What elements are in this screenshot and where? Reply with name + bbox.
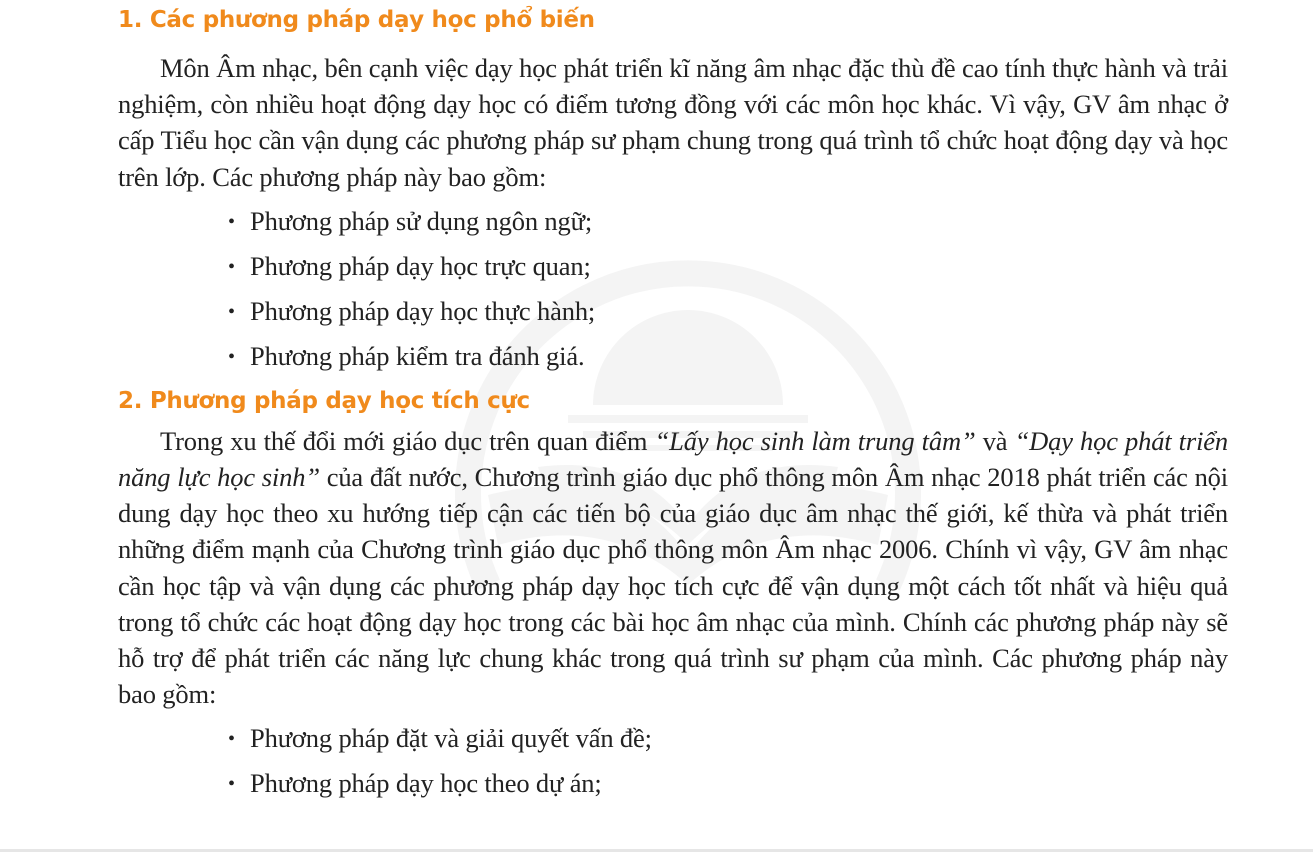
bullet-icon: •: [228, 210, 235, 233]
list-item-text: Phương pháp sử dụng ngôn ngữ;: [250, 205, 593, 236]
quote-learner-centered: “Lấy học sinh làm trung tâm”: [654, 425, 976, 456]
list-item: [228, 244, 1228, 289]
list-item: [228, 761, 1228, 806]
paragraph-text: của đất nước, Chương trình giáo dục phổ thông môn Âm nhạc 2018 phát triển các nội dung dạy học theo xu hướng tiếp cận các tiến bộ của giáo dục âm nhạc thế giới, kế thừa và phát triển những điểm mạnh của Chương trình giáo dục phổ thông môn Âm nhạc 2006. Chính vì vậy, GV âm nhạc cần học tập và vận dụng các phương pháp dạy học tích cực để vận dụng một cách tốt nhất và hiệu quả trong tổ chức các hoạt động dạy học trong các bài học âm nhạc của mình. Chính các phương pháp này sẽ hỗ trợ để phát triển các năng lực chung khác trong quá trình sư phạm của mình. Các phương pháp này bao gồm:: [118, 462, 1228, 710]
list-item-text: Phương pháp kiểm tra đánh giá.: [250, 340, 585, 371]
section-1-paragraph: Môn Âm nhạc, bên cạnh việc dạy học phát triển kĩ năng âm nhạc đặc thù đề cao tính thực hành và trải nghiệm, còn nhiều hoạt động dạy học có điểm tương đồng với các môn học khác. Vì vậy, GV âm nhạc ở cấp Tiểu học cần vận dụng các phương pháp sư phạm chung trong quá trình tổ chức hoạt động dạy và học trên lớp. Các phương pháp này bao gồm:: [118, 53, 1228, 192]
list-item: [228, 199, 1228, 244]
quote-competency-based: “Dạy học phát triển năng lực học sinh”: [118, 425, 1228, 493]
list-item-text: Phương pháp dạy học thực hành;: [250, 295, 596, 326]
bullet-icon: •: [228, 345, 235, 368]
document-content: [118, 4, 1228, 806]
bullet-icon: •: [228, 773, 235, 796]
paragraph-text: và: [975, 425, 1015, 456]
list-item: [228, 334, 1228, 379]
section-1-list: [118, 199, 1228, 379]
section-2-heading: 2. Phương pháp dạy học tích cực: [118, 387, 530, 414]
list-item: [228, 716, 1228, 761]
paragraph-text: Trong xu thế đổi mới giáo dục trên quan điểm: [160, 425, 655, 456]
bullet-icon: •: [228, 255, 235, 278]
list-item-text: Phương pháp đặt và giải quyết vấn đề;: [250, 723, 652, 754]
section-2-list: [118, 716, 1228, 806]
list-item: [228, 289, 1228, 334]
section-2-paragraph: [118, 423, 1228, 713]
list-item-text: Phương pháp dạy học theo dự án;: [250, 768, 602, 799]
section-1-heading: 1. Các phương pháp dạy học phổ biến: [118, 7, 595, 33]
list-item-text: Phương pháp dạy học trực quan;: [250, 250, 591, 281]
bullet-icon: •: [228, 300, 235, 323]
bullet-icon: •: [228, 728, 235, 751]
